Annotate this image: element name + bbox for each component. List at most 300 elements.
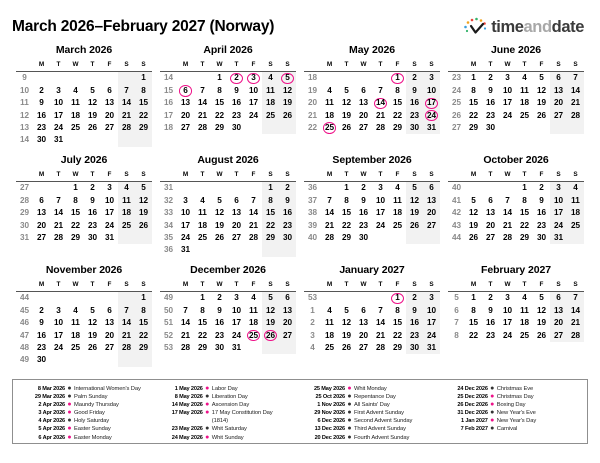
day-cell[interactable] [516,330,533,342]
day-cell[interactable] [550,85,567,97]
day-cell[interactable] [194,195,211,207]
day-cell[interactable] [499,110,516,122]
day-cell[interactable] [279,305,296,317]
day-cell[interactable] [389,220,406,232]
day-cell[interactable] [135,122,152,134]
day-cell[interactable] [482,207,499,219]
day-cell[interactable] [550,317,567,329]
day-cell[interactable] [262,292,279,305]
day-cell[interactable] [423,110,440,122]
day-cell[interactable] [423,195,440,207]
day-cell[interactable] [321,122,338,134]
day-cell[interactable] [50,317,67,329]
day-cell[interactable] [482,97,499,109]
day-cell[interactable] [279,207,296,219]
day-cell[interactable] [550,292,567,305]
day-cell[interactable] [194,292,211,305]
day-cell[interactable] [406,292,423,305]
day-cell[interactable] [406,182,423,195]
day-cell[interactable] [194,110,211,122]
day-cell[interactable] [550,207,567,219]
day-cell[interactable] [482,317,499,329]
day-cell[interactable] [355,110,372,122]
day-cell[interactable] [245,85,262,97]
day-cell[interactable] [50,232,67,244]
day-cell[interactable] [118,342,135,354]
day-cell[interactable] [135,72,152,85]
day-cell[interactable] [177,220,194,232]
day-cell[interactable] [423,342,440,354]
day-cell[interactable] [279,182,296,195]
day-cell[interactable] [33,220,50,232]
day-cell[interactable] [372,85,389,97]
day-cell[interactable] [355,207,372,219]
day-cell[interactable] [516,232,533,244]
day-cell[interactable] [177,122,194,134]
day-cell[interactable] [194,330,211,342]
day-cell[interactable] [355,220,372,232]
day-cell[interactable] [465,317,482,329]
day-cell[interactable] [67,122,84,134]
day-cell[interactable] [245,220,262,232]
day-cell[interactable] [135,330,152,342]
day-cell[interactable] [567,305,584,317]
day-cell[interactable] [372,110,389,122]
day-cell[interactable] [338,232,355,244]
day-cell[interactable] [211,195,228,207]
day-cell[interactable] [228,317,245,329]
day-cell[interactable] [499,207,516,219]
day-cell[interactable] [465,122,482,134]
day-cell[interactable] [389,292,406,305]
day-cell[interactable] [550,220,567,232]
day-cell[interactable] [567,195,584,207]
day-cell[interactable] [482,232,499,244]
day-cell[interactable] [389,72,406,85]
day-cell[interactable] [372,207,389,219]
day-cell[interactable] [101,122,118,134]
day-cell[interactable] [33,97,50,109]
day-cell[interactable] [355,85,372,97]
day-cell[interactable] [135,317,152,329]
day-cell[interactable] [101,232,118,244]
day-cell[interactable] [33,232,50,244]
day-cell[interactable] [135,207,152,219]
day-cell[interactable] [321,232,338,244]
day-cell[interactable] [533,195,550,207]
day-cell[interactable] [135,292,152,305]
day-cell[interactable] [372,220,389,232]
day-cell[interactable] [194,97,211,109]
day-cell[interactable] [262,220,279,232]
day-cell[interactable] [67,317,84,329]
day-cell[interactable] [423,72,440,85]
day-cell[interactable] [372,182,389,195]
day-cell[interactable] [423,305,440,317]
day-cell[interactable] [355,232,372,244]
day-cell[interactable] [567,110,584,122]
day-cell[interactable] [177,317,194,329]
day-cell[interactable] [245,97,262,109]
day-cell[interactable] [389,342,406,354]
day-cell[interactable] [465,85,482,97]
day-cell[interactable] [33,207,50,219]
day-cell[interactable] [338,342,355,354]
day-cell[interactable] [567,317,584,329]
day-cell[interactable] [533,207,550,219]
day-cell[interactable] [101,85,118,97]
day-cell[interactable] [567,72,584,85]
day-cell[interactable] [389,317,406,329]
day-cell[interactable] [406,195,423,207]
day-cell[interactable] [355,195,372,207]
day-cell[interactable] [118,317,135,329]
day-cell[interactable] [355,342,372,354]
day-cell[interactable] [67,330,84,342]
day-cell[interactable] [228,232,245,244]
day-cell[interactable] [50,134,67,146]
day-cell[interactable] [279,292,296,305]
day-cell[interactable] [482,85,499,97]
day-cell[interactable] [423,317,440,329]
day-cell[interactable] [321,220,338,232]
day-cell[interactable] [372,305,389,317]
day-cell[interactable] [550,195,567,207]
day-cell[interactable] [372,342,389,354]
day-cell[interactable] [355,317,372,329]
day-cell[interactable] [550,330,567,342]
day-cell[interactable] [262,207,279,219]
day-cell[interactable] [499,292,516,305]
day-cell[interactable] [482,72,499,85]
day-cell[interactable] [118,182,135,195]
day-cell[interactable] [262,110,279,122]
day-cell[interactable] [423,122,440,134]
day-cell[interactable] [279,232,296,244]
day-cell[interactable] [482,330,499,342]
day-cell[interactable] [516,305,533,317]
day-cell[interactable] [389,85,406,97]
day-cell[interactable] [279,317,296,329]
day-cell[interactable] [321,207,338,219]
day-cell[interactable] [355,97,372,109]
day-cell[interactable] [228,195,245,207]
day-cell[interactable] [465,195,482,207]
day-cell[interactable] [499,317,516,329]
day-cell[interactable] [533,97,550,109]
day-cell[interactable] [50,330,67,342]
day-cell[interactable] [465,207,482,219]
day-cell[interactable] [321,195,338,207]
day-cell[interactable] [211,232,228,244]
day-cell[interactable] [567,220,584,232]
day-cell[interactable] [465,72,482,85]
day-cell[interactable] [389,110,406,122]
day-cell[interactable] [533,305,550,317]
day-cell[interactable] [321,305,338,317]
day-cell[interactable] [177,110,194,122]
day-cell[interactable] [389,182,406,195]
day-cell[interactable] [118,97,135,109]
day-cell[interactable] [372,330,389,342]
day-cell[interactable] [194,220,211,232]
day-cell[interactable] [194,232,211,244]
day-cell[interactable] [567,97,584,109]
day-cell[interactable] [84,317,101,329]
day-cell[interactable] [33,122,50,134]
day-cell[interactable] [84,110,101,122]
day-cell[interactable] [338,122,355,134]
day-cell[interactable] [101,97,118,109]
day-cell[interactable] [499,305,516,317]
day-cell[interactable] [67,195,84,207]
day-cell[interactable] [499,232,516,244]
day-cell[interactable] [550,182,567,195]
day-cell[interactable] [355,305,372,317]
day-cell[interactable] [279,110,296,122]
day-cell[interactable] [482,110,499,122]
day-cell[interactable] [533,220,550,232]
day-cell[interactable] [228,292,245,305]
day-cell[interactable] [533,72,550,85]
day-cell[interactable] [262,72,279,85]
day-cell[interactable] [423,330,440,342]
day-cell[interactable] [482,195,499,207]
day-cell[interactable] [177,330,194,342]
day-cell[interactable] [211,330,228,342]
day-cell[interactable] [33,110,50,122]
day-cell[interactable] [101,330,118,342]
timeanddate-logo[interactable] [463,17,588,37]
day-cell[interactable] [135,110,152,122]
day-cell[interactable] [177,97,194,109]
day-cell[interactable] [279,97,296,109]
day-cell[interactable] [245,207,262,219]
day-cell[interactable] [135,342,152,354]
day-cell[interactable] [516,195,533,207]
day-cell[interactable] [228,305,245,317]
day-cell[interactable] [482,122,499,134]
day-cell[interactable] [245,317,262,329]
day-cell[interactable] [321,342,338,354]
day-cell[interactable] [338,330,355,342]
day-cell[interactable] [499,330,516,342]
day-cell[interactable] [194,122,211,134]
day-cell[interactable] [262,85,279,97]
day-cell[interactable] [321,110,338,122]
day-cell[interactable] [84,97,101,109]
day-cell[interactable] [567,85,584,97]
day-cell[interactable] [211,317,228,329]
day-cell[interactable] [338,195,355,207]
day-cell[interactable] [321,330,338,342]
day-cell[interactable] [372,122,389,134]
day-cell[interactable] [245,110,262,122]
day-cell[interactable] [567,207,584,219]
day-cell[interactable] [262,97,279,109]
day-cell[interactable] [516,85,533,97]
day-cell[interactable] [211,305,228,317]
day-cell[interactable] [50,110,67,122]
day-cell[interactable] [33,195,50,207]
day-cell[interactable] [177,244,194,256]
day-cell[interactable] [228,85,245,97]
day-cell[interactable] [101,195,118,207]
day-cell[interactable] [533,232,550,244]
day-cell[interactable] [84,305,101,317]
day-cell[interactable] [118,122,135,134]
day-cell[interactable] [101,207,118,219]
day-cell[interactable] [67,207,84,219]
day-cell[interactable] [135,220,152,232]
day-cell[interactable] [389,330,406,342]
day-cell[interactable] [67,182,84,195]
day-cell[interactable] [516,182,533,195]
day-cell[interactable] [101,342,118,354]
day-cell[interactable] [194,207,211,219]
day-cell[interactable] [262,317,279,329]
day-cell[interactable] [516,72,533,85]
day-cell[interactable] [177,195,194,207]
day-cell[interactable] [482,220,499,232]
day-cell[interactable] [177,342,194,354]
day-cell[interactable] [406,220,423,232]
day-cell[interactable] [567,182,584,195]
day-cell[interactable] [211,97,228,109]
day-cell[interactable] [499,220,516,232]
day-cell[interactable] [211,122,228,134]
day-cell[interactable] [228,97,245,109]
day-cell[interactable] [423,85,440,97]
day-cell[interactable] [550,97,567,109]
day-cell[interactable] [245,330,262,342]
day-cell[interactable] [465,305,482,317]
day-cell[interactable] [211,110,228,122]
day-cell[interactable] [423,292,440,305]
day-cell[interactable] [338,110,355,122]
day-cell[interactable] [194,305,211,317]
day-cell[interactable] [177,232,194,244]
day-cell[interactable] [33,317,50,329]
day-cell[interactable] [516,220,533,232]
day-cell[interactable] [228,342,245,354]
day-cell[interactable] [406,85,423,97]
day-cell[interactable] [567,292,584,305]
day-cell[interactable] [228,330,245,342]
day-cell[interactable] [482,292,499,305]
day-cell[interactable] [321,317,338,329]
day-cell[interactable] [533,110,550,122]
day-cell[interactable] [135,305,152,317]
day-cell[interactable] [33,342,50,354]
day-cell[interactable] [177,85,194,97]
day-cell[interactable] [338,182,355,195]
day-cell[interactable] [321,85,338,97]
day-cell[interactable] [67,85,84,97]
day-cell[interactable] [33,134,50,146]
day-cell[interactable] [84,232,101,244]
day-cell[interactable] [84,182,101,195]
day-cell[interactable] [516,292,533,305]
day-cell[interactable] [245,292,262,305]
day-cell[interactable] [135,85,152,97]
day-cell[interactable] [118,305,135,317]
day-cell[interactable] [389,207,406,219]
day-cell[interactable] [372,317,389,329]
day-cell[interactable] [211,72,228,85]
day-cell[interactable] [33,330,50,342]
day-cell[interactable] [499,72,516,85]
day-cell[interactable] [533,330,550,342]
day-cell[interactable] [389,97,406,109]
day-cell[interactable] [135,182,152,195]
day-cell[interactable] [338,85,355,97]
day-cell[interactable] [67,232,84,244]
day-cell[interactable] [279,85,296,97]
day-cell[interactable] [423,220,440,232]
day-cell[interactable] [465,97,482,109]
day-cell[interactable] [50,207,67,219]
day-cell[interactable] [177,207,194,219]
day-cell[interactable] [279,330,296,342]
day-cell[interactable] [262,330,279,342]
day-cell[interactable] [406,342,423,354]
day-cell[interactable] [465,110,482,122]
day-cell[interactable] [50,342,67,354]
day-cell[interactable] [516,110,533,122]
day-cell[interactable] [84,207,101,219]
day-cell[interactable] [338,305,355,317]
day-cell[interactable] [211,292,228,305]
day-cell[interactable] [245,72,262,85]
day-cell[interactable] [406,330,423,342]
day-cell[interactable] [245,305,262,317]
day-cell[interactable] [84,342,101,354]
day-cell[interactable] [101,110,118,122]
day-cell[interactable] [279,195,296,207]
day-cell[interactable] [118,110,135,122]
day-cell[interactable] [338,220,355,232]
day-cell[interactable] [406,317,423,329]
day-cell[interactable] [177,305,194,317]
day-cell[interactable] [228,122,245,134]
day-cell[interactable] [67,342,84,354]
day-cell[interactable] [262,182,279,195]
day-cell[interactable] [389,195,406,207]
day-cell[interactable] [550,305,567,317]
day-cell[interactable] [245,195,262,207]
day-cell[interactable] [406,122,423,134]
day-cell[interactable] [135,97,152,109]
day-cell[interactable] [389,122,406,134]
day-cell[interactable] [465,330,482,342]
day-cell[interactable] [228,207,245,219]
day-cell[interactable] [67,305,84,317]
day-cell[interactable] [262,232,279,244]
day-cell[interactable] [84,195,101,207]
day-cell[interactable] [118,330,135,342]
day-cell[interactable] [338,317,355,329]
day-cell[interactable] [50,305,67,317]
day-cell[interactable] [50,97,67,109]
day-cell[interactable] [338,207,355,219]
day-cell[interactable] [516,97,533,109]
day-cell[interactable] [101,317,118,329]
day-cell[interactable] [423,182,440,195]
day-cell[interactable] [355,330,372,342]
day-cell[interactable] [465,220,482,232]
day-cell[interactable] [338,97,355,109]
